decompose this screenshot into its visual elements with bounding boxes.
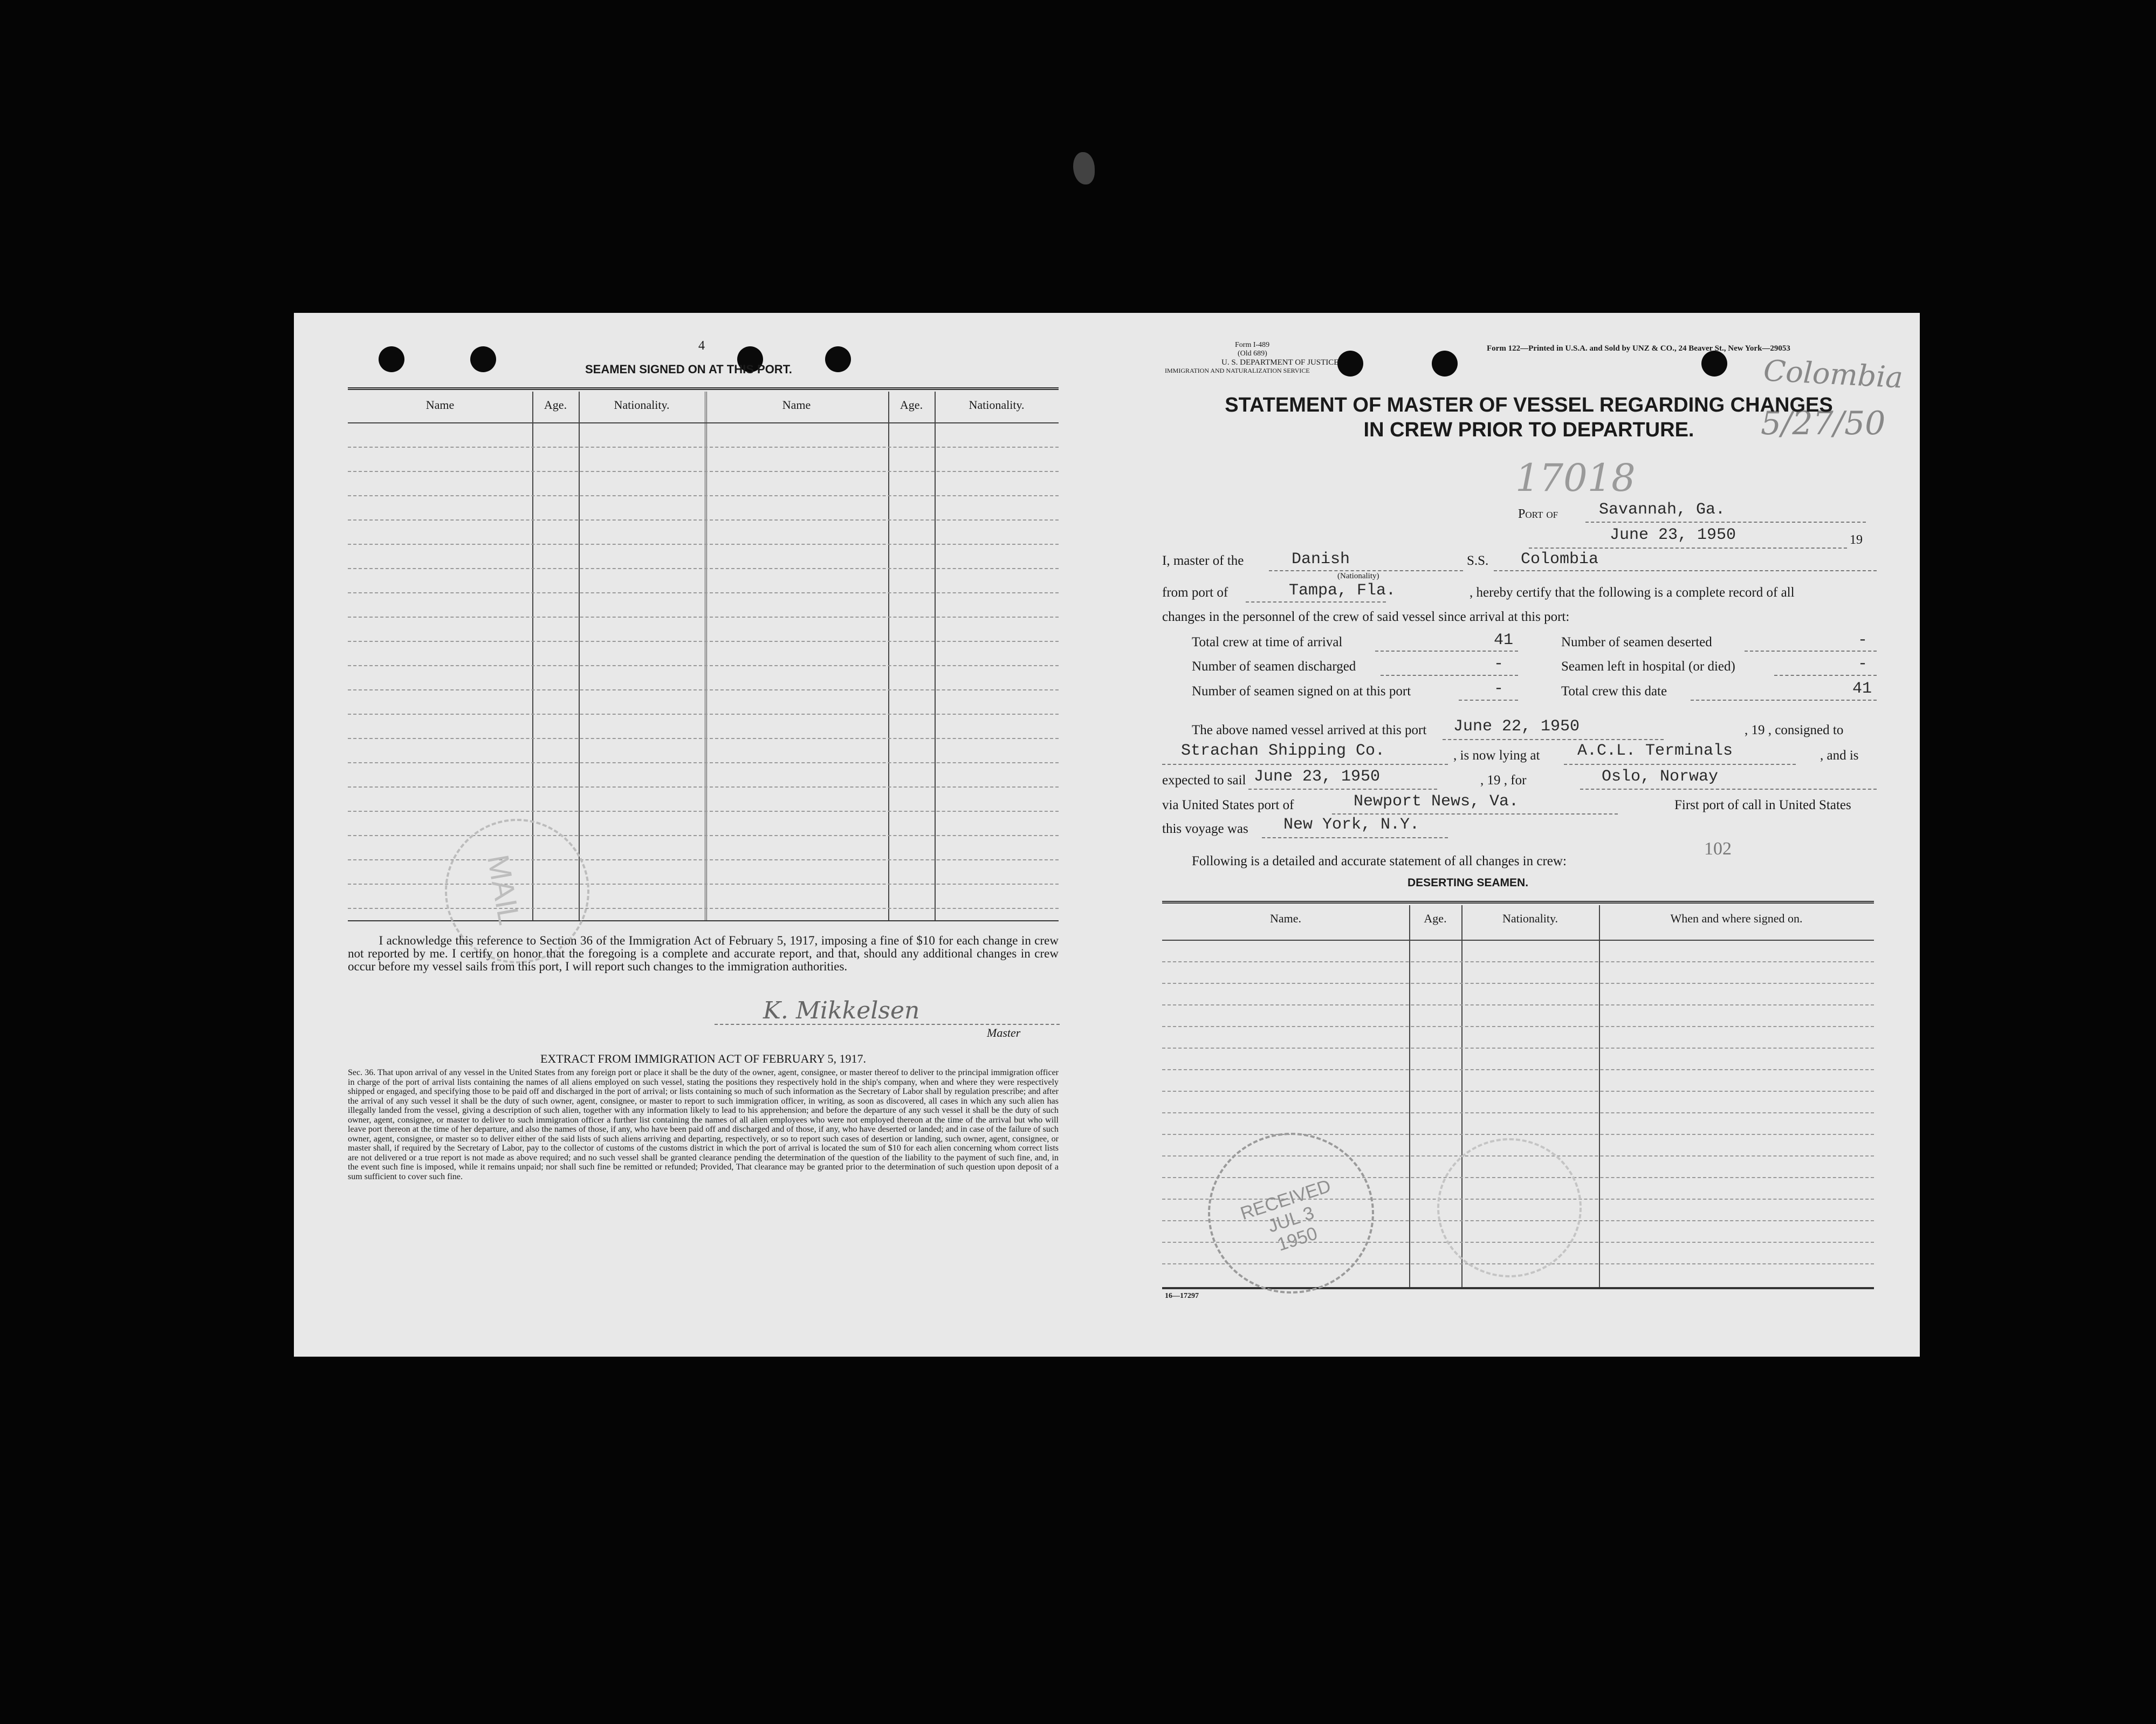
date-value: June 23, 1950 — [1610, 526, 1736, 544]
master-signature: K. Mikkelsen — [763, 997, 920, 1024]
via-value: Newport News, Va. — [1354, 792, 1519, 811]
handwritten-ship-name: Colombia — [1762, 353, 1904, 395]
discharged-label: Number of seamen discharged — [1192, 659, 1356, 674]
discharged-value: - — [1494, 655, 1504, 673]
punch-hole — [1337, 351, 1363, 377]
deserting-seamen-table — [1162, 901, 1874, 1289]
received-stamp: RECEIVED JUL 3 1950 — [1208, 1133, 1374, 1294]
year-prefix: 19 — [1850, 533, 1863, 547]
form-title-line1: STATEMENT OF MASTER OF VESSEL REGARDING CHANGES — [1225, 394, 1833, 416]
port-value: Savannah, Ga. — [1599, 501, 1726, 519]
department-name: U. S. DEPARTMENT OF JUSTICE — [1221, 358, 1339, 367]
nationality-caption: (Nationality) — [1337, 572, 1379, 580]
consignee-value: Strachan Shipping Co. — [1181, 742, 1385, 760]
form-title-line2: IN CREW PRIOR TO DEPARTURE. — [1363, 419, 1694, 441]
service-name: IMMIGRATION AND NATURALIZATION SERVICE — [1165, 367, 1310, 374]
signed-on-label: Number of seamen signed on at this port — [1192, 684, 1411, 699]
nationality-value: Danish — [1292, 550, 1350, 569]
column-header: Name — [425, 398, 455, 412]
voyage-value: New York, N.Y. — [1283, 816, 1420, 834]
form-number: Form I-489 — [1235, 341, 1270, 349]
page-number: 4 — [698, 339, 705, 353]
column-header: Age. — [544, 398, 567, 412]
arrived-label: The above named vessel arrived at this port — [1192, 723, 1427, 737]
first-port-label: First port of call in United States — [1674, 798, 1851, 812]
left-heading: SEAMEN SIGNED ON AT THIS PORT. — [585, 362, 792, 376]
extract-text: Sec. 36. That upon arrival of any vessel in the United States from any foreign port or place it shall be the duty of the owner, agent, consignee, or master thereof to deliver to the principal immigration officer in charge of the port of arrival lists containing the names of all aliens employed on such vessel, stating the positions they respectively hold in the ship's company, when and where they were respectively shipped or engaged, and specifying those to be paid off and discharged in the port of arrival; or lists containing so much of such information as the Secretary of Labor shall by regulation prescribe; and after the arrival of any such vessel it shall be the duty of such owner, agent, consignee, or master to report to such immigration officer, in writing, as soon as discovered, all cases in which any such alien has illegally landed from the vessel, giving a description of such alien, together with any information likely to lead to his apprehension; and before the departure of any such vessel it shall be the duty of such owner, agent, consignee, or master to deliver to such immigration officer a further list containing the names of all alien employees who were not employed thereon at the time of the arrival but who will leave port thereon at the time of her departure, and also the names of those, if any, who have been paid off and discharged and of those, if any, who have deserted or landed; and in case of the failure of such owner, agent, consignee, or master so to deliver either of the said lists of such aliens arriving and departing, respectively, or so to report such cases of desertion or landing, such owner, agent, consignee, or master shall, if required by the Secretary of Labor, pay to the collector of customs of the customs district in which the port of arrival is located the sum of $10 for each alien concerning whom correct lists are not delivered or a true report is not made as above required; and no such vessel shall be granted clearance pending the determination of the question of the liability to the payment of such fine, and, in the event such fine is imposed, while it remains unpaid; nor shall such fine be remitted or refunded; Provided, That clearance may be granted prior to the determination of such question upon deposit of a sum sufficient to cover such fine. — [348, 1068, 1059, 1181]
total-crew-date-value: 41 — [1852, 680, 1872, 698]
expected-value: June 23, 1950 — [1254, 768, 1381, 786]
hospital-value: - — [1858, 655, 1868, 673]
column-header: Nationality. — [1502, 912, 1558, 925]
via-label: via United States port of — [1162, 798, 1294, 812]
handwritten-date: 5/27/50 — [1761, 405, 1886, 442]
footer-code: 16—17297 — [1165, 1292, 1199, 1300]
punch-hole — [379, 346, 404, 372]
port-label: Port of — [1518, 507, 1558, 521]
annotation-number: 102 — [1704, 839, 1732, 859]
column-header: Age. — [1424, 912, 1447, 925]
deserted-label: Number of seamen deserted — [1561, 635, 1712, 649]
signed-on-value: - — [1494, 680, 1504, 698]
scan-speck — [1073, 152, 1095, 184]
column-header: Age. — [900, 398, 923, 412]
ss-label: S.S. — [1467, 553, 1489, 568]
for-label: , 19 , for — [1480, 773, 1527, 788]
destination-value: Oslo, Norway — [1602, 768, 1719, 786]
faint-stamp — [1437, 1138, 1582, 1277]
acknowledgment-text: I acknowledge this reference to Section 36 of the Immigration Act of February 5, 1917, imposing a fine of $10 for each change in crew not reported by me. I certify on honor that the foregoing is a complete and accurate report, and that, should any additional changes in crew occur before my vessel sails from this port, I will report such changes to the immigration authorities. — [348, 934, 1059, 973]
column-header: Name. — [1269, 912, 1302, 925]
column-header: When and where signed on. — [1670, 912, 1803, 925]
signature-label: Master — [987, 1026, 1021, 1039]
arrived-value: June 22, 1950 — [1453, 717, 1580, 736]
following-text: Following is a detailed and accurate statement of all changes in crew: — [1192, 854, 1567, 868]
form-title — [1157, 393, 1901, 442]
hospital-label: Seamen left in hospital (or died) — [1561, 659, 1735, 674]
and-is-label: , and is — [1820, 748, 1859, 763]
punch-hole — [470, 346, 496, 372]
form-old-number: (Old 689) — [1238, 350, 1267, 358]
punch-hole — [1701, 351, 1727, 377]
handwritten-file-number: 17018 — [1515, 456, 1636, 500]
lying-label: , is now lying at — [1453, 748, 1540, 763]
punch-hole — [825, 346, 851, 372]
voyage-label: this voyage was — [1162, 822, 1248, 836]
printer-note: Form 122—Printed in U.S.A. and Sold by UNZ & CO., 24 Beaver St., New York—29053 — [1487, 344, 1790, 353]
total-crew-arrival-label: Total crew at time of arrival — [1192, 635, 1343, 649]
changes-text: changes in the personnel of the crew of said vessel since arrival at this port: — [1162, 610, 1570, 624]
extract-title: EXTRACT FROM IMMIGRATION ACT OF FEBRUARY 5, 1917. — [540, 1052, 867, 1065]
certify-text: , hereby certify that the following is a complete record of all — [1470, 585, 1795, 600]
mail-stamp: MAIL — [445, 819, 589, 963]
punch-hole — [1432, 351, 1458, 377]
seamen-signed-on-table — [348, 387, 1059, 928]
expected-label: expected to sail — [1162, 773, 1246, 788]
document-sheet — [294, 313, 1920, 1357]
master-label: I, master of the — [1162, 553, 1244, 568]
deserting-heading: DESERTING SEAMEN. — [1407, 877, 1529, 889]
from-port-value: Tampa, Fla. — [1289, 581, 1396, 600]
column-header: Name — [782, 398, 811, 412]
total-crew-date-label: Total crew this date — [1561, 684, 1667, 699]
column-header: Nationality. — [614, 398, 670, 412]
from-port-label: from port of — [1162, 585, 1228, 600]
deserted-value: - — [1858, 631, 1868, 649]
consigned-label: , 19 , consigned to — [1745, 723, 1844, 737]
total-crew-arrival-value: 41 — [1494, 631, 1514, 649]
lying-value: A.C.L. Terminals — [1577, 742, 1733, 760]
column-header: Nationality. — [969, 398, 1025, 412]
vessel-value: Colombia — [1521, 550, 1599, 569]
